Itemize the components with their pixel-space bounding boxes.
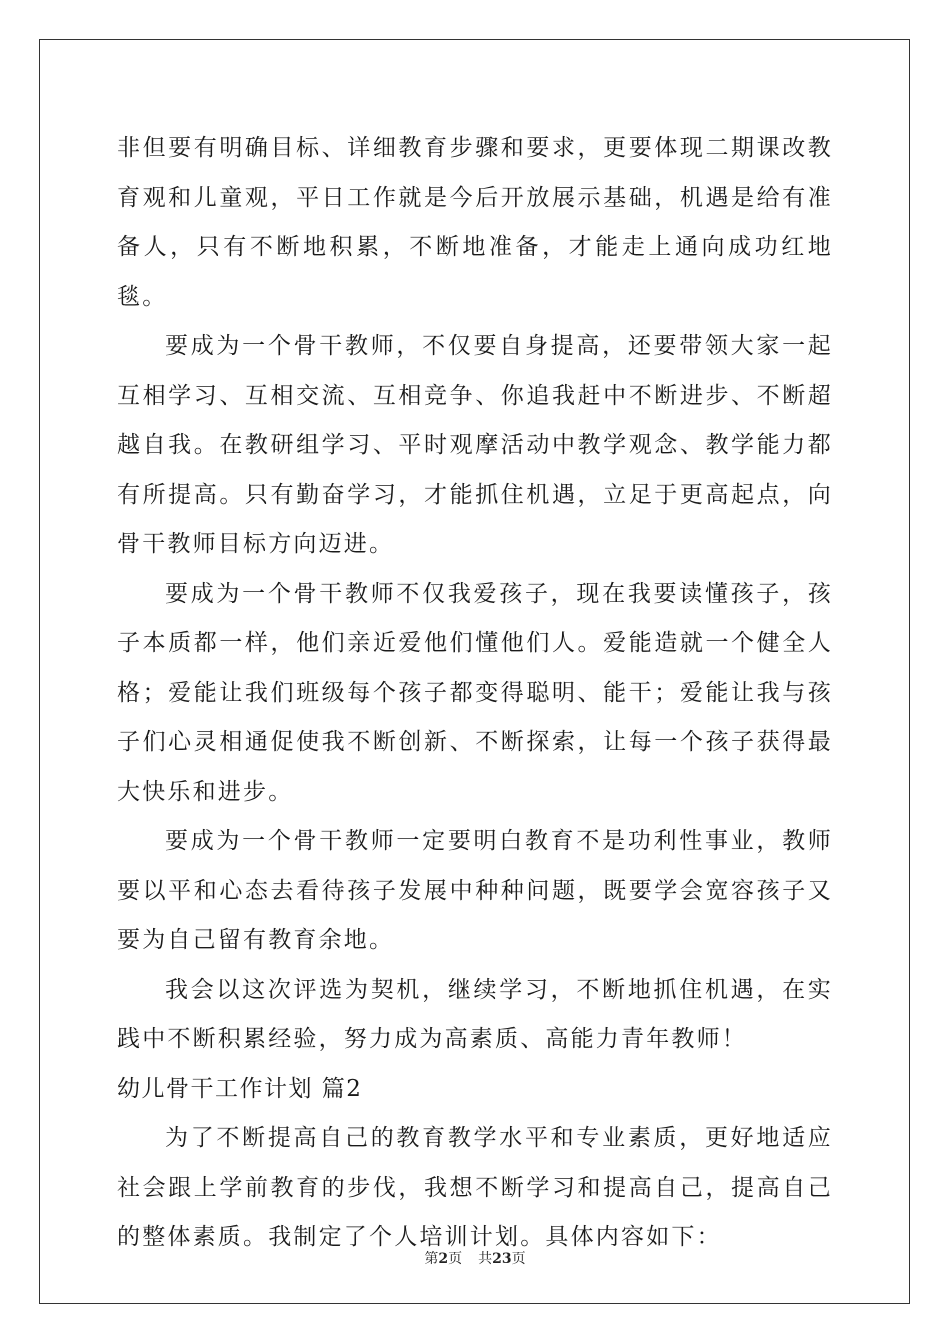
section-paragraph-1: 为了不断提高自己的教育教学水平和专业素质，更好地适应社会跟上学前教育的步伐，我想不断学习和提高自己，提高自己的整体素质。我制定了个人培训计划。具体内容如下： (117, 1125, 833, 1250)
footer-total-prefix: 共 (478, 1251, 493, 1267)
paragraph-1: 非但要有明确目标、详细教育步骤和要求，更要体现二期课改教育观和儿童观，平日工作就是今后开放展示基础，机遇是给有准备人，只有不断地积累，不断地准备，才能走上通向成功红地毯。 (117, 135, 833, 310)
footer-page-suffix: 页 (448, 1251, 463, 1267)
footer-total-pages: 23 (492, 1251, 512, 1267)
document-body (117, 124, 833, 1263)
footer-prefix: 第 (424, 1251, 439, 1267)
paragraph-4: 要成为一个骨干教师一定要明白教育不是功利性事业，教师要以平和心态去看待孩子发展中种种问题，既要学会宽容孩子又要为自己留有教育余地。 (117, 828, 833, 953)
page-footer (0, 1248, 950, 1268)
paragraph-3: 要成为一个骨干教师不仅我爱孩子，现在我要读懂孩子，孩子本质都一样，他们亲近爱他们懂他们人。爱能造就一个健全人格；爱能让我们班级每个孩子都变得聪明、能干；爱能让我与孩子们心灵相通促使我不断创新、不断探索，让每一个孩子获得最大快乐和进步。 (117, 580, 833, 805)
footer-page-number: 2 (438, 1251, 449, 1267)
paragraph-5: 我会以这次评选为契机，继续学习，不断地抓住机遇，在实践中不断积累经验，努力成为高素质、高能力青年教师！ (117, 976, 833, 1052)
footer-total-suffix: 页 (511, 1251, 526, 1267)
paragraph-2: 要成为一个骨干教师，不仅要自身提高，还要带领大家一起互相学习、互相交流、互相竞争、你追我赶中不断进步、不断超越自我。在教研组学习、平时观摩活动中教学观念、教学能力都有所提高。只有勤奋学习，才能抓住机遇，立足于更高起点，向骨干教师目标方向迈进。 (117, 333, 833, 557)
section-heading: 幼儿骨干工作计划 篇2 (117, 1075, 363, 1102)
